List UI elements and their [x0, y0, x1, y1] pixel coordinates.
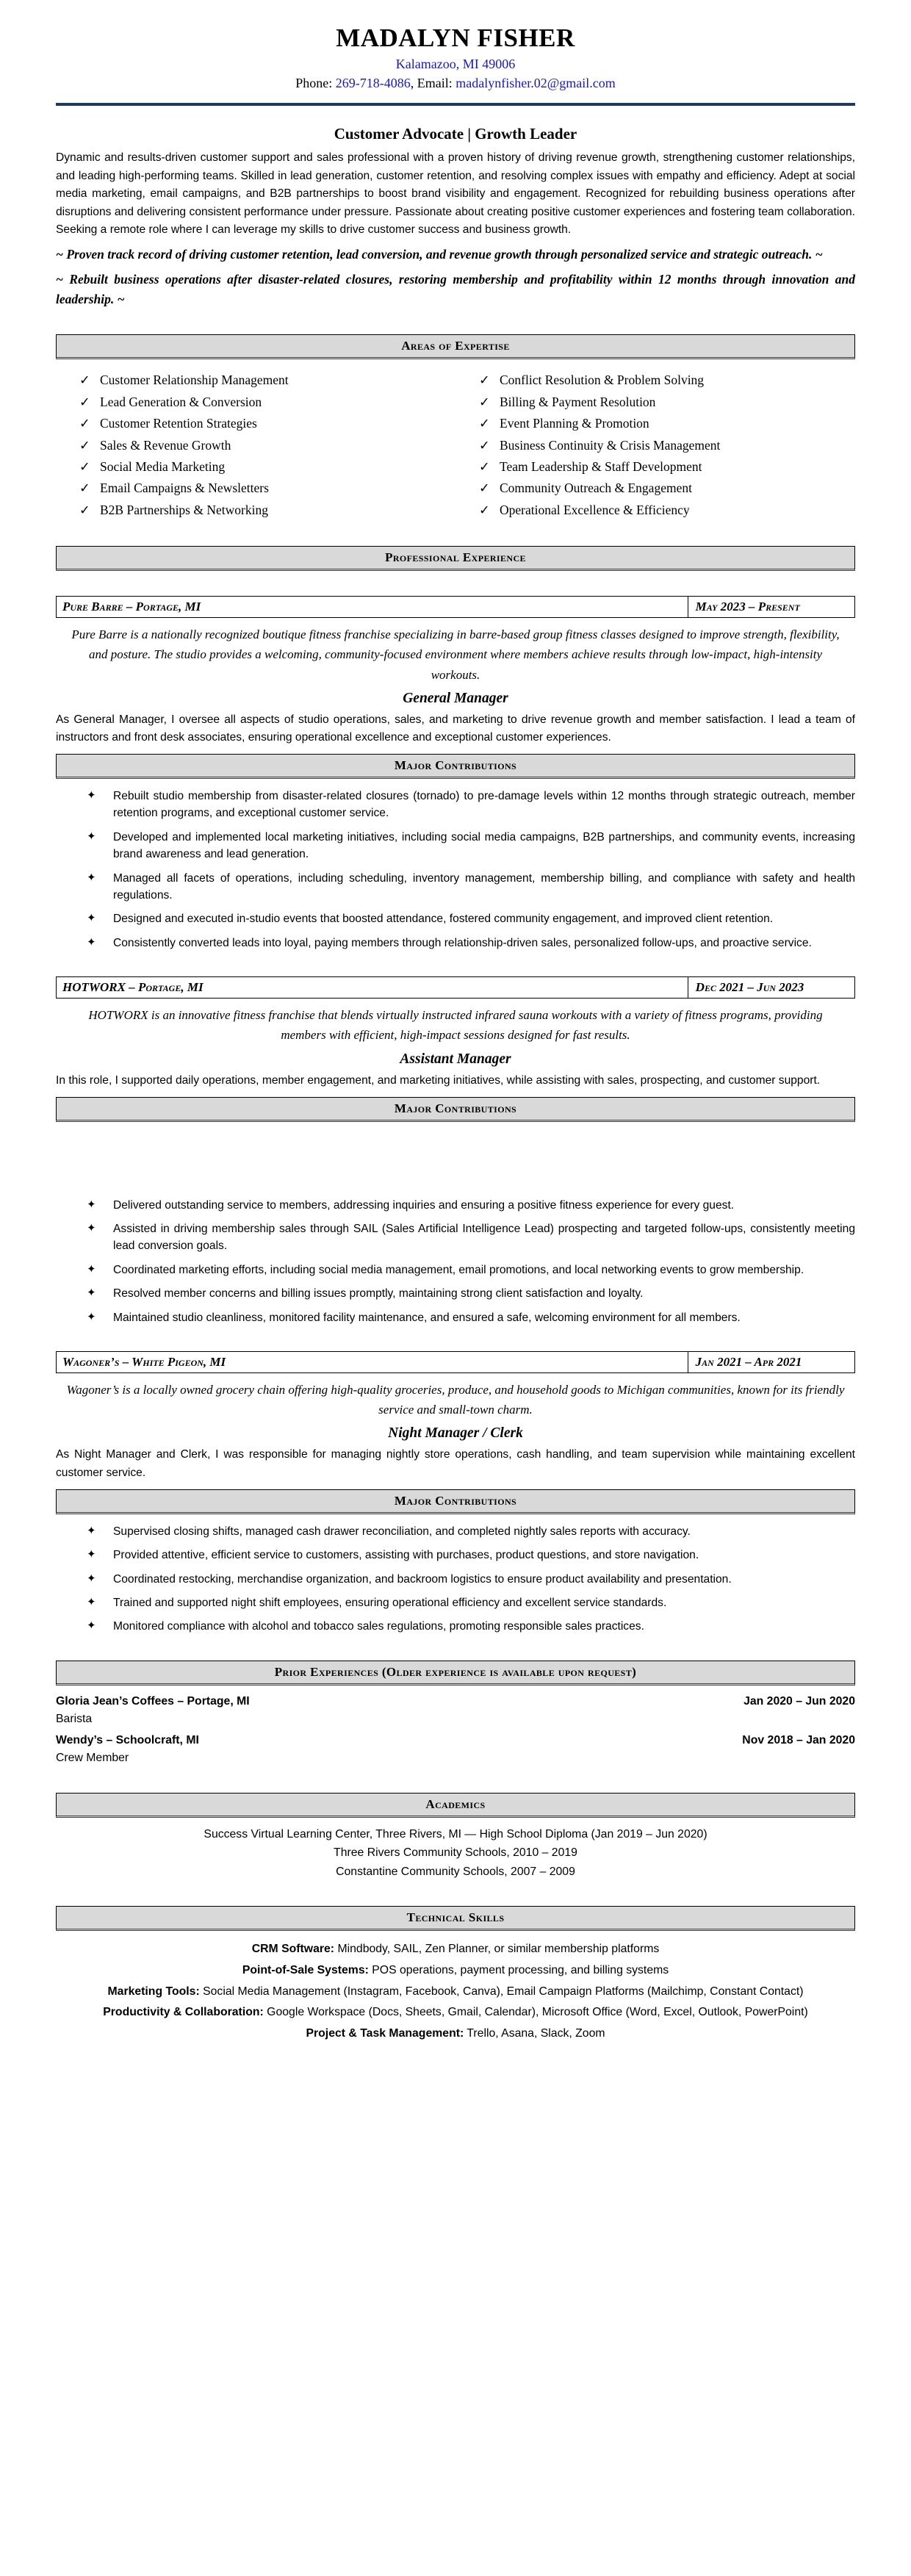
- contribution-text: Maintained studio cleanliness, monitored facility maintenance, and ensured a safe, welcoming environment for all members.: [113, 1311, 741, 1324]
- contribution-item: [56, 910, 855, 927]
- job-title: Night Manager / Clerk: [388, 1425, 523, 1442]
- expertise-item-label: Team Leadership & Staff Development: [500, 459, 702, 474]
- skill-value: Mindbody, SAIL, Zen Planner, or similar membership platforms: [334, 1943, 660, 1956]
- job-company: Wagoner’s – White Pigeon, MI: [62, 1355, 226, 1370]
- expertise-col-left: [56, 370, 455, 521]
- skill-line: [56, 2003, 855, 2022]
- contribution-text: Provided attentive, efficient service to customers, assisting with purchases, product questions, and store navigation.: [113, 1549, 699, 1562]
- expertise-item: [479, 392, 855, 413]
- skill-label: Productivity & Collaboration:: [103, 2006, 264, 2019]
- skills-lines: [56, 1940, 855, 2043]
- expertise-item-label: Community Outreach & Engagement: [500, 481, 692, 496]
- bullet-star-icon: ✦: [87, 1310, 96, 1323]
- contribution-item: [56, 1594, 855, 1611]
- contact-phone-email-line: [56, 73, 855, 93]
- contributions-header: Major Contributions: [56, 754, 855, 779]
- bullet-star-icon: ✦: [87, 1222, 96, 1235]
- skill-line: [56, 1982, 855, 2001]
- academics-line: Constantine Community Schools, 2007 – 2009: [336, 1865, 575, 1878]
- contribution-item: [56, 1523, 855, 1540]
- job-company-description: HOTWORX is an innovative fitness franchise that blends virtually instructed infrared sauna workouts with a variety of fitness programs, providing members with efficient, high-impact sessions designed for fast results.: [88, 1008, 823, 1043]
- section-header-experience: Professional Experience: [56, 546, 855, 571]
- prior-company: Wendy’s – Schoolcraft, MI: [56, 1733, 199, 1746]
- expertise-item-label: Billing & Payment Resolution: [500, 394, 656, 409]
- check-icon: ✓: [79, 416, 90, 431]
- bullet-star-icon: ✦: [87, 789, 96, 802]
- check-icon: ✓: [79, 437, 90, 453]
- job-company-description: Pure Barre is a nationally recognized boutique fitness franchise specializing in barre-based group fitness classes designed to improve strength, flexibility, and posture. The studio provides a welcoming, community-focused environment where members achieve results through low-impact, high-intensity workouts.: [71, 627, 840, 682]
- expertise-item: [79, 478, 455, 499]
- contribution-text: Trained and supported night shift employees, ensuring operational efficiency and excellent service standards.: [113, 1596, 667, 1609]
- header-divider: [56, 103, 855, 106]
- job-company: HOTWORX – Portage, MI: [62, 980, 204, 995]
- expertise-item-label: Sales & Revenue Growth: [100, 437, 231, 453]
- expertise-item-label: Lead Generation & Conversion: [100, 394, 262, 409]
- contributions-list: [56, 1197, 855, 1326]
- expertise-item: [479, 370, 855, 391]
- skill-label: Project & Task Management:: [306, 2026, 464, 2040]
- check-icon: ✓: [479, 502, 490, 517]
- job-block: [56, 976, 855, 1326]
- contribution-item: [56, 935, 855, 951]
- bullet-star-icon: ✦: [87, 1595, 96, 1608]
- bullet-star-icon: ✦: [87, 830, 96, 843]
- phone-label: Phone:: [295, 75, 336, 90]
- contribution-item: [56, 788, 855, 822]
- expertise-col-right: [455, 370, 855, 521]
- location-link[interactable]: Kalamazoo, MI 49006: [395, 56, 516, 71]
- check-icon: ✓: [479, 481, 490, 496]
- contributions-header: Major Contributions: [56, 1489, 855, 1514]
- contributions-header: Major Contributions: [56, 1097, 855, 1122]
- contribution-text: Assisted in driving membership sales through SAIL (Sales Artificial Intelligence Lead) prospecting and targeted follow-ups, consistently meeting lead conversion goals.: [113, 1223, 855, 1253]
- expertise-columns: [56, 370, 855, 521]
- contribution-item: [56, 1309, 855, 1326]
- check-icon: ✓: [79, 394, 90, 409]
- bullet-star-icon: ✦: [87, 1548, 96, 1561]
- job-summary: In this role, I supported daily operations, member engagement, and marketing initiatives, while assisting with sales, prospecting, and customer support.: [56, 1073, 821, 1087]
- job-company: Pure Barre – Portage, MI: [62, 600, 201, 614]
- prior-role: Barista: [56, 1713, 93, 1726]
- email-label: Email:: [417, 75, 456, 90]
- check-icon: ✓: [479, 416, 490, 431]
- academics-line: Three Rivers Community Schools, 2010 – 2019: [334, 1846, 577, 1860]
- prior-entry: [56, 1732, 855, 1768]
- contribution-item: [56, 1571, 855, 1588]
- contribution-item: [56, 829, 855, 863]
- job-dates: May 2023 – Present: [688, 597, 854, 617]
- contribution-text: Managed all facets of operations, including scheduling, inventory management, membership billing, and compliance with safety and health regulations.: [113, 871, 855, 902]
- job-dates: Jan 2021 – Apr 2021: [688, 1352, 854, 1372]
- prior-entry-header: [56, 1732, 855, 1749]
- section-header-prior: Prior Experiences (Older experience is available upon request): [56, 1661, 855, 1685]
- expertise-item: [79, 370, 455, 391]
- check-icon: ✓: [479, 459, 490, 474]
- check-icon: ✓: [479, 437, 490, 453]
- contribution-item: [56, 1618, 855, 1635]
- check-icon: ✓: [79, 502, 90, 517]
- prior-dates: Nov 2018 – Jan 2020: [742, 1733, 855, 1746]
- bullet-star-icon: ✦: [87, 1619, 96, 1633]
- email-link[interactable]: madalynfisher.02@gmail.com: [455, 75, 616, 90]
- contribution-text: Delivered outstanding service to members, addressing inquiries and ensuring a positive fitness experience for every guest.: [113, 1198, 735, 1212]
- skill-value: Social Media Management (Instagram, Facebook, Canva), Email Campaign Platforms (Mailchimp, Constant Contact): [199, 1985, 804, 1998]
- expertise-item: [479, 500, 855, 521]
- expertise-item: [79, 435, 455, 456]
- bullet-star-icon: ✦: [87, 1287, 96, 1300]
- contribution-text: Rebuilt studio membership from disaster-related closures (tornado) to pre-damage levels within 12 months through strategic outreach, member retention programs, and exceptional customer service.: [113, 790, 855, 820]
- expertise-item-label: Event Planning & Promotion: [500, 416, 649, 431]
- job-title: Assistant Manager: [400, 1051, 511, 1067]
- job-header-row: [56, 596, 855, 618]
- expertise-item-label: Email Campaigns & Newsletters: [100, 481, 269, 496]
- check-icon: ✓: [79, 373, 90, 388]
- contribution-item: [56, 1197, 855, 1214]
- expertise-item-label: Business Continuity & Crisis Management: [500, 437, 721, 453]
- page-title: MADALYN FISHER: [336, 24, 575, 52]
- section-header-expertise: Areas of Expertise: [56, 334, 855, 359]
- skill-label: CRM Software:: [251, 1943, 335, 1956]
- skill-line: [56, 1961, 855, 1980]
- prior-entry-header: [56, 1693, 855, 1710]
- bullet-star-icon: ✦: [87, 935, 96, 949]
- contribution-text: Coordinated marketing efforts, including social media management, email promotions, and local networking events to grow membership.: [113, 1263, 804, 1276]
- contribution-text: Supervised closing shifts, managed cash drawer reconciliation, and completed nightly sales reports with accuracy.: [113, 1525, 691, 1538]
- job-header-row: [56, 1351, 855, 1373]
- expertise-item-label: Customer Relationship Management: [100, 373, 289, 388]
- job-title: General Manager: [403, 690, 508, 706]
- contribution-text: Monitored compliance with alcohol and tobacco sales regulations, promoting responsible sales practices.: [113, 1620, 644, 1633]
- contribution-item: [56, 1547, 855, 1564]
- expertise-item: [79, 456, 455, 478]
- expertise-item: [79, 500, 455, 521]
- contributions-list: [56, 1523, 855, 1636]
- skill-label: Point-of-Sale Systems:: [242, 1963, 369, 1976]
- contact-location-line: [56, 54, 855, 73]
- section-header-skills: Technical Skills: [56, 1906, 855, 1931]
- skill-value: Trello, Asana, Slack, Zoom: [464, 2026, 605, 2040]
- expertise-item: [79, 413, 455, 434]
- expertise-item-label: Social Media Marketing: [100, 459, 226, 474]
- contribution-item: [56, 1285, 855, 1302]
- prior-entry: [56, 1693, 855, 1729]
- contribution-text: Designed and executed in-studio events that boosted attendance, fostered community engagement, and improved client retention.: [113, 913, 774, 926]
- bullet-star-icon: ✦: [87, 1198, 96, 1211]
- job-header-row: [56, 976, 855, 999]
- expertise-item-label: Customer Retention Strategies: [100, 416, 257, 431]
- bullet-star-icon: ✦: [87, 1524, 96, 1537]
- prior-company: Gloria Jean’s Coffees – Portage, MI: [56, 1694, 250, 1708]
- expertise-item: [79, 392, 455, 413]
- bullet-star-icon: ✦: [87, 1572, 96, 1585]
- expertise-item-label: Conflict Resolution & Problem Solving: [500, 373, 705, 388]
- academics-lines: [56, 1825, 855, 1882]
- prior-dates: Jan 2020 – Jun 2020: [743, 1694, 855, 1708]
- check-icon: ✓: [479, 394, 490, 409]
- academics-line: Success Virtual Learning Center, Three Rivers, MI — High School Diploma (Jan 2019 – Jun 2020): [204, 1827, 707, 1841]
- expertise-item: [479, 478, 855, 499]
- check-icon: ✓: [79, 459, 90, 474]
- expertise-item: [479, 456, 855, 478]
- expertise-item: [479, 435, 855, 456]
- job-block: [56, 596, 855, 951]
- job-company-description: Wagoner’s is a locally owned grocery chain offering high-quality groceries, produce, and household goods to Michigan communities, known for its friendly service and small-town charm.: [66, 1383, 845, 1417]
- contribution-item: [56, 870, 855, 904]
- prior-role: Crew Member: [56, 1752, 129, 1765]
- expertise-item-label: Operational Excellence & Efficiency: [500, 502, 690, 517]
- headline: Customer Advocate | Growth Leader: [334, 124, 577, 143]
- contribution-item: [56, 1220, 855, 1255]
- check-icon: ✓: [79, 481, 90, 496]
- highlight-line: ~ Rebuilt business operations after disaster-related closures, restoring membership and profitability within 12 months through innovation and leadership. ~: [56, 272, 855, 307]
- prior-entries: [56, 1693, 855, 1768]
- job-dates: Dec 2021 – Jun 2023: [688, 977, 854, 998]
- contribution-text: Developed and implemented local marketing initiatives, including social media campaigns, B2B partnerships, and community events, increasing brand awareness and lead generation.: [113, 830, 855, 861]
- bullet-star-icon: ✦: [87, 871, 96, 884]
- contribution-text: Consistently converted leads into loyal, paying members through relationship-driven sales, personalized follow-ups, and proactive service.: [113, 936, 812, 949]
- job-summary: As Night Manager and Clerk, I was responsible for managing nightly store operations, cash handling, and team supervision while maintaining excellent customer service.: [56, 1448, 855, 1479]
- bullet-star-icon: ✦: [87, 912, 96, 925]
- expertise-item: [479, 413, 855, 434]
- phone-link[interactable]: 269-718-4086: [335, 75, 411, 90]
- job-summary: As General Manager, I oversee all aspects of studio operations, sales, and marketing to drive revenue growth and member satisfaction. I lead a team of instructors and front desk associates, ensuring operational excellence and exceptional customer experiences.: [56, 713, 855, 744]
- bullet-star-icon: ✦: [87, 1262, 96, 1276]
- section-header-academics: Academics: [56, 1793, 855, 1818]
- summary-paragraph: Dynamic and results-driven customer support and sales professional with a proven history of driving revenue growth, strengthening customer relationships, and leading high-performing teams. Skilled in lead generation, customer retention, and resolving complex issues with empathy and efficiency. Adept at social media marketing, email campaigns, and B2B partnerships to boost brand visibility and engagement. Recognized for rebuilding business operations after disruptions and delivering consistent performance under pressure. Passionate about creating positive customer experiences and fostering team collaboration. Seeking a remote role where I can leverage my skills to drive customer success and business growth.: [56, 151, 855, 237]
- contribution-text: Coordinated restocking, merchandise organization, and backroom logistics to ensure product availability and presentation.: [113, 1572, 732, 1586]
- contributions-list: [56, 788, 855, 951]
- expertise-item-label: B2B Partnerships & Networking: [100, 502, 268, 517]
- contact-separator: ,: [410, 75, 417, 90]
- skill-line: [56, 2024, 855, 2043]
- skill-value: POS operations, payment processing, and billing systems: [368, 1963, 669, 1976]
- check-icon: ✓: [479, 373, 490, 388]
- highlight-line: ~ Proven track record of driving customer retention, lead conversion, and revenue growth through personalized service and strategic outreach. ~: [56, 247, 823, 262]
- skill-value: Google Workspace (Docs, Sheets, Gmail, Calendar), Microsoft Office (Word, Excel, Outlook, PowerPoint): [263, 2006, 808, 2019]
- skill-label: Marketing Tools:: [107, 1985, 200, 1998]
- skill-line: [56, 1940, 855, 1959]
- jobs: [56, 596, 855, 1636]
- job-block: [56, 1351, 855, 1636]
- contribution-item: [56, 1262, 855, 1278]
- contribution-text: Resolved member concerns and billing issues promptly, maintaining strong client satisfaction and loyalty.: [113, 1287, 644, 1300]
